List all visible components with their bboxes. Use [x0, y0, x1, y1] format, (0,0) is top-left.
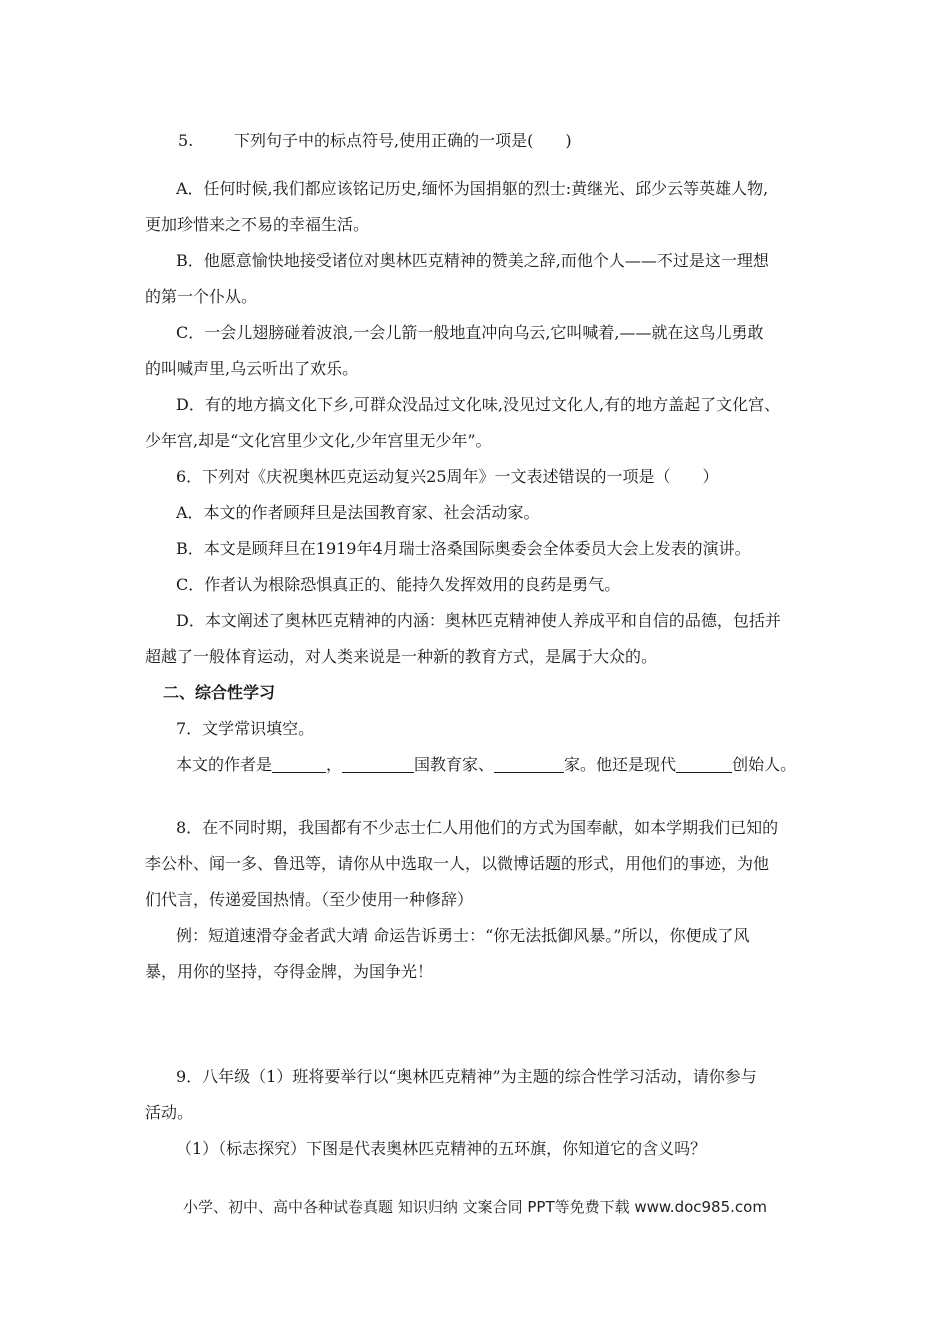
q9-line1: 9．八年级（1）班将要举行以“奥林匹克精神”为主题的综合性学习活动，请你参与: [176, 1067, 757, 1086]
q5-option-a-line1: A．任何时候,我们都应该铭记历史,缅怀为国捐躯的烈士:黄继光、邱少云等英雄人物,: [176, 179, 769, 198]
q6-option-d-line1: D．本文阐述了奥林匹克精神的内涵：奥林匹克精神使人养成平和自信的品德，包括并: [176, 611, 781, 630]
q7-blank-profession[interactable]: [494, 756, 564, 773]
q8-line1: 8．在不同时期，我国都有不少志士仁人用他们的方式为国奉献，如本学期我们已知的: [176, 818, 779, 837]
q5-stem: 下列句子中的标点符号,使用正确的一项是( ): [234, 131, 572, 150]
q8-line3: 们代言，传递爱国热情。（至少使用一种修辞）: [145, 890, 474, 909]
q5-option-a-line2: 更加珍惜来之不易的幸福生活。: [145, 215, 370, 234]
q6-option-d-line2: 超越了一般体育运动，对人类来说是一种新的教育方式，是属于大众的。: [145, 647, 658, 666]
q7-blank-country[interactable]: [342, 756, 414, 773]
q5-option-c-line2: 的叫喊声里,乌云听出了欢乐。: [145, 359, 359, 378]
q6-option-b: B．本文是顾拜旦在1919年4月瑞士洛桑国际奥委会全体委员大会上发表的演讲。: [176, 539, 751, 558]
q7-blank-founder[interactable]: [676, 756, 732, 773]
q7-text-1: 本文的作者是: [176, 755, 273, 774]
q6-stem: 6．下列对《庆祝奥林匹克运动复兴25周年》一文表述错误的一项是（ ）: [176, 467, 719, 486]
q8-example-line1: 例：短道速滑夺金者武大靖 命运告诉勇士：“你无法抵御风暴。”所以，你便成了风: [176, 926, 750, 945]
q7-fill-in: [176, 754, 796, 776]
q5-option-c-line1: C．一会儿翅膀碰着波浪,一会儿箭一般地直冲向乌云,它叫喊着,——就在这鸟儿勇敢: [176, 323, 764, 342]
q9-line2: 活动。: [145, 1103, 194, 1122]
section-title: 二、综合性学习: [163, 683, 276, 702]
q8-line2: 李公朴、闻一多、鲁迅等，请你从中选取一人，以微博话题的形式，用他们的事迹，为他: [145, 854, 770, 873]
q5-option-b-line1: B．他愿意愉快地接受诸位对奥林匹克精神的赞美之辞,而他个人——不过是这一理想: [176, 251, 769, 270]
q8-example-line2: 暴，用你的坚持，夺得金牌，为国争光！: [145, 962, 434, 981]
q9-sub1: （1）（标志探究）下图是代表奥林匹克精神的五环旗，你知道它的含义吗？: [176, 1139, 707, 1158]
page-footer: 小学、初中、高中各种试卷真题 知识归纳 文案合同 PPT等免费下载 www.doc985.com: [183, 1198, 767, 1216]
q6-option-c: C．作者认为根除恐惧真正的、能持久发挥效用的良药是勇气。: [176, 575, 621, 594]
q5-stem-number: 5.: [178, 131, 194, 150]
q7-stem: 7．文学常识填空。: [176, 719, 315, 738]
q5-option-d-line1: D．有的地方搞文化下乡,可群众没品过文化味,没见过文化人,有的地方盖起了文化宫、: [176, 395, 781, 414]
q7-text-3: 国教育家、: [414, 755, 495, 774]
q7-text-2: ，: [326, 755, 343, 774]
q7-text-5: 创始人。: [732, 755, 797, 774]
q5-option-b-line2: 的第一个仆从。: [145, 287, 258, 306]
q6-option-a: A．本文的作者顾拜旦是法国教育家、社会活动家。: [176, 503, 540, 522]
q5-option-d-line2: 少年宫,却是“文化宫里少文化,少年宫里无少年”。: [145, 431, 492, 450]
q7-text-4: 家。他还是现代: [564, 755, 677, 774]
q7-blank-author[interactable]: [272, 756, 326, 773]
